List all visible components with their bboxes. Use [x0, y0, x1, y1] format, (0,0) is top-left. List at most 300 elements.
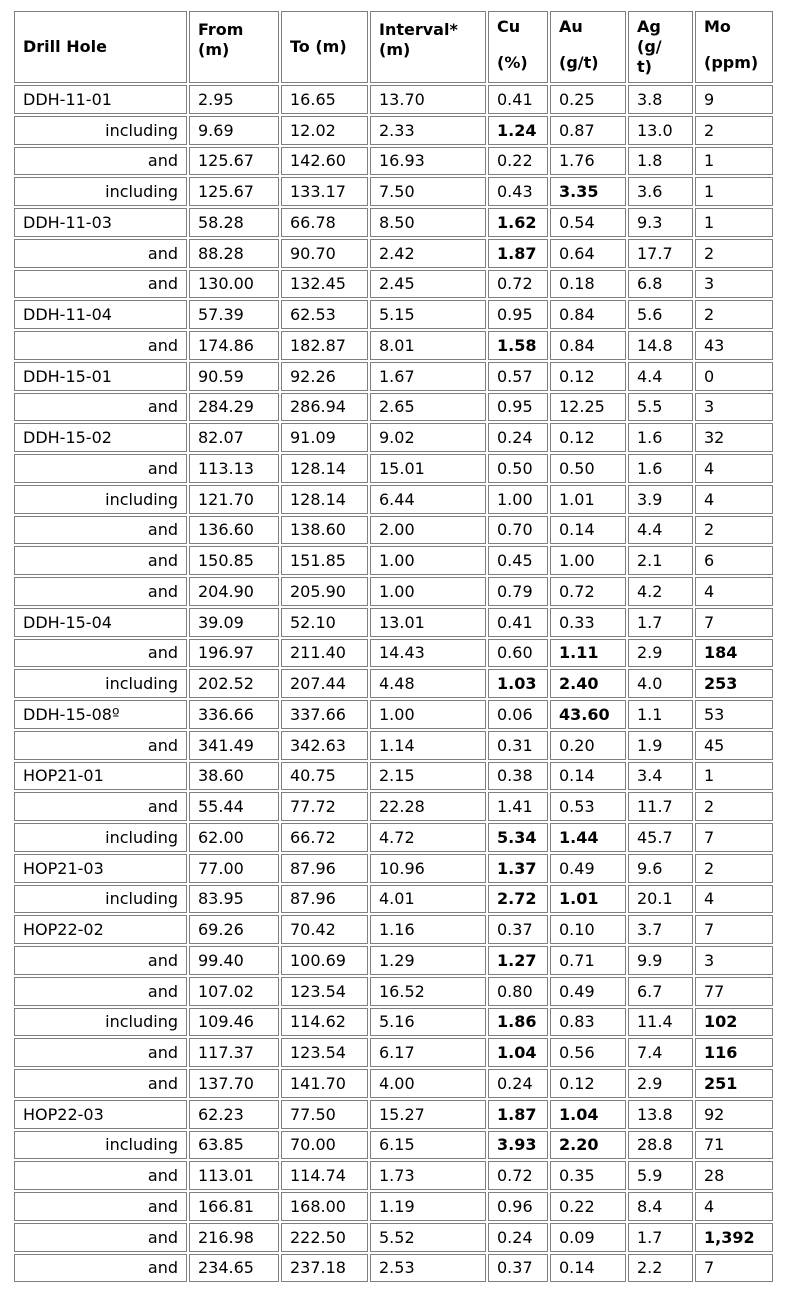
cell-au: 1.01 — [550, 885, 626, 914]
cell-to: 12.02 — [281, 116, 368, 145]
cell-cu: 0.72 — [488, 1161, 548, 1190]
header-au-unit: (g/t) — [559, 53, 599, 72]
cell-au: 0.20 — [550, 731, 626, 760]
cell-interval: 1.00 — [370, 546, 486, 575]
cell-hole: including — [14, 669, 187, 698]
cell-ag: 4.2 — [628, 577, 693, 606]
cell-from: 90.59 — [189, 362, 279, 391]
cell-hole: and — [14, 546, 187, 575]
cell-to: 91.09 — [281, 423, 368, 452]
cell-mo: 77 — [695, 977, 773, 1006]
cell-hole: including — [14, 485, 187, 514]
cell-cu: 0.57 — [488, 362, 548, 391]
cell-to: 133.17 — [281, 177, 368, 206]
cell-cu: 1.27 — [488, 946, 548, 975]
table-row — [14, 270, 773, 299]
cell-ag: 1.6 — [628, 454, 693, 483]
header-au — [550, 11, 626, 83]
cell-ag: 20.1 — [628, 885, 693, 914]
cell-from: 341.49 — [189, 731, 279, 760]
cell-from: 62.00 — [189, 823, 279, 852]
cell-to: 62.53 — [281, 300, 368, 329]
cell-mo: 102 — [695, 1008, 773, 1037]
cell-cu: 0.41 — [488, 85, 548, 114]
cell-hole: HOP21-03 — [14, 854, 187, 883]
table-row — [14, 300, 773, 329]
cell-to: 90.70 — [281, 239, 368, 268]
cell-hole: and — [14, 1223, 187, 1252]
cell-interval: 1.00 — [370, 700, 486, 729]
cell-interval: 6.15 — [370, 1131, 486, 1160]
cell-from: 69.26 — [189, 915, 279, 944]
cell-to: 16.65 — [281, 85, 368, 114]
cell-from: 107.02 — [189, 977, 279, 1006]
cell-mo: 71 — [695, 1131, 773, 1160]
cell-hole: and — [14, 1192, 187, 1221]
cell-mo: 45 — [695, 731, 773, 760]
cell-interval: 8.01 — [370, 331, 486, 360]
cell-au: 12.25 — [550, 393, 626, 422]
header-drill-hole: Drill Hole — [14, 11, 187, 83]
cell-au: 0.87 — [550, 116, 626, 145]
cell-interval: 14.43 — [370, 639, 486, 668]
cell-interval: 1.67 — [370, 362, 486, 391]
cell-ag: 5.5 — [628, 393, 693, 422]
cell-from: 130.00 — [189, 270, 279, 299]
header-ag-unit: (g/ t) — [637, 37, 662, 76]
table-row — [14, 823, 773, 852]
cell-cu: 1.00 — [488, 485, 548, 514]
cell-ag: 1.7 — [628, 608, 693, 637]
cell-cu: 1.37 — [488, 854, 548, 883]
cell-to: 132.45 — [281, 270, 368, 299]
header-cu — [488, 11, 548, 83]
cell-from: 113.13 — [189, 454, 279, 483]
cell-cu: 0.43 — [488, 177, 548, 206]
table-row — [14, 147, 773, 176]
cell-from: 63.85 — [189, 1131, 279, 1160]
cell-ag: 13.8 — [628, 1100, 693, 1129]
table-row — [14, 946, 773, 975]
cell-au: 0.33 — [550, 608, 626, 637]
cell-ag: 2.9 — [628, 1069, 693, 1098]
cell-au: 0.25 — [550, 85, 626, 114]
cell-au: 0.12 — [550, 423, 626, 452]
cell-from: 234.65 — [189, 1254, 279, 1283]
cell-hole: and — [14, 792, 187, 821]
cell-cu: 0.24 — [488, 1223, 548, 1252]
cell-ag: 14.8 — [628, 331, 693, 360]
cell-to: 114.62 — [281, 1008, 368, 1037]
cell-au: 0.12 — [550, 1069, 626, 1098]
cell-hole: DDH-11-04 — [14, 300, 187, 329]
cell-mo: 7 — [695, 823, 773, 852]
cell-cu: 0.24 — [488, 1069, 548, 1098]
cell-hole: HOP22-02 — [14, 915, 187, 944]
cell-au: 0.49 — [550, 854, 626, 883]
cell-interval: 1.00 — [370, 577, 486, 606]
cell-mo: 3 — [695, 393, 773, 422]
table-row — [14, 1131, 773, 1160]
cell-to: 70.42 — [281, 915, 368, 944]
drill-results-table — [12, 9, 775, 1284]
cell-cu: 0.31 — [488, 731, 548, 760]
cell-ag: 11.4 — [628, 1008, 693, 1037]
cell-from: 109.46 — [189, 1008, 279, 1037]
cell-to: 77.72 — [281, 792, 368, 821]
table-row — [14, 116, 773, 145]
cell-ag: 3.9 — [628, 485, 693, 514]
cell-hole: DDH-11-01 — [14, 85, 187, 114]
cell-to: 123.54 — [281, 977, 368, 1006]
table-row — [14, 1192, 773, 1221]
cell-to: 52.10 — [281, 608, 368, 637]
cell-interval: 4.00 — [370, 1069, 486, 1098]
cell-interval: 6.17 — [370, 1038, 486, 1067]
cell-cu: 1.62 — [488, 208, 548, 237]
header-row — [14, 11, 773, 83]
cell-cu: 0.37 — [488, 1254, 548, 1283]
cell-interval: 1.29 — [370, 946, 486, 975]
cell-from: 136.60 — [189, 516, 279, 545]
cell-interval: 16.93 — [370, 147, 486, 176]
cell-from: 121.70 — [189, 485, 279, 514]
cell-ag: 4.4 — [628, 362, 693, 391]
table-header — [14, 11, 773, 83]
cell-ag: 2.2 — [628, 1254, 693, 1283]
cell-cu: 0.38 — [488, 762, 548, 791]
cell-from: 62.23 — [189, 1100, 279, 1129]
cell-to: 142.60 — [281, 147, 368, 176]
cell-mo: 116 — [695, 1038, 773, 1067]
cell-interval: 10.96 — [370, 854, 486, 883]
cell-from: 57.39 — [189, 300, 279, 329]
header-cu-name: Cu — [497, 17, 521, 36]
table-row — [14, 639, 773, 668]
table-row — [14, 731, 773, 760]
cell-cu: 1.58 — [488, 331, 548, 360]
cell-au: 0.49 — [550, 977, 626, 1006]
header-interval: Interval* (m) — [370, 11, 486, 83]
cell-to: 128.14 — [281, 485, 368, 514]
cell-interval: 5.52 — [370, 1223, 486, 1252]
cell-cu: 0.72 — [488, 270, 548, 299]
cell-to: 141.70 — [281, 1069, 368, 1098]
cell-au: 0.64 — [550, 239, 626, 268]
cell-to: 100.69 — [281, 946, 368, 975]
cell-interval: 5.16 — [370, 1008, 486, 1037]
cell-cu: 1.04 — [488, 1038, 548, 1067]
cell-to: 151.85 — [281, 546, 368, 575]
cell-hole: DDH-15-01 — [14, 362, 187, 391]
cell-from: 174.86 — [189, 331, 279, 360]
cell-from: 9.69 — [189, 116, 279, 145]
cell-hole: including — [14, 116, 187, 145]
table-row — [14, 362, 773, 391]
cell-au: 1.11 — [550, 639, 626, 668]
cell-hole: and — [14, 1038, 187, 1067]
cell-cu: 0.70 — [488, 516, 548, 545]
cell-mo: 92 — [695, 1100, 773, 1129]
cell-ag: 2.9 — [628, 639, 693, 668]
cell-hole: including — [14, 1008, 187, 1037]
cell-from: 83.95 — [189, 885, 279, 914]
cell-au: 0.22 — [550, 1192, 626, 1221]
cell-ag: 11.7 — [628, 792, 693, 821]
cell-from: 55.44 — [189, 792, 279, 821]
header-ag — [628, 11, 693, 83]
cell-to: 123.54 — [281, 1038, 368, 1067]
cell-hole: and — [14, 239, 187, 268]
cell-au: 43.60 — [550, 700, 626, 729]
cell-interval: 2.15 — [370, 762, 486, 791]
cell-hole: and — [14, 270, 187, 299]
table-row — [14, 608, 773, 637]
cell-from: 117.37 — [189, 1038, 279, 1067]
cell-to: 205.90 — [281, 577, 368, 606]
cell-from: 137.70 — [189, 1069, 279, 1098]
cell-to: 211.40 — [281, 639, 368, 668]
cell-hole: and — [14, 147, 187, 176]
cell-mo: 2 — [695, 116, 773, 145]
cell-from: 125.67 — [189, 147, 279, 176]
cell-from: 202.52 — [189, 669, 279, 698]
cell-cu: 5.34 — [488, 823, 548, 852]
cell-mo: 3 — [695, 270, 773, 299]
table-row — [14, 1038, 773, 1067]
cell-hole: and — [14, 946, 187, 975]
cell-mo: 53 — [695, 700, 773, 729]
cell-interval: 4.48 — [370, 669, 486, 698]
cell-ag: 17.7 — [628, 239, 693, 268]
cell-ag: 9.3 — [628, 208, 693, 237]
cell-mo: 2 — [695, 792, 773, 821]
cell-au: 0.56 — [550, 1038, 626, 1067]
cell-ag: 5.6 — [628, 300, 693, 329]
cell-from: 336.66 — [189, 700, 279, 729]
cell-au: 1.76 — [550, 147, 626, 176]
cell-mo: 7 — [695, 1254, 773, 1283]
table-row — [14, 1100, 773, 1129]
cell-mo: 1 — [695, 208, 773, 237]
cell-to: 66.78 — [281, 208, 368, 237]
cell-ag: 3.8 — [628, 85, 693, 114]
cell-to: 337.66 — [281, 700, 368, 729]
cell-mo: 1 — [695, 147, 773, 176]
cell-to: 237.18 — [281, 1254, 368, 1283]
cell-ag: 1.1 — [628, 700, 693, 729]
cell-hole: HOP22-03 — [14, 1100, 187, 1129]
cell-mo: 253 — [695, 669, 773, 698]
cell-hole: DDH-11-03 — [14, 208, 187, 237]
cell-mo: 32 — [695, 423, 773, 452]
cell-au: 0.14 — [550, 762, 626, 791]
cell-hole: and — [14, 1069, 187, 1098]
cell-hole: and — [14, 1254, 187, 1283]
cell-mo: 43 — [695, 331, 773, 360]
cell-hole: and — [14, 1161, 187, 1190]
cell-mo: 1 — [695, 762, 773, 791]
cell-mo: 4 — [695, 485, 773, 514]
cell-au: 2.40 — [550, 669, 626, 698]
cell-hole: including — [14, 177, 187, 206]
cell-cu: 1.24 — [488, 116, 548, 145]
cell-interval: 2.53 — [370, 1254, 486, 1283]
table-row — [14, 1069, 773, 1098]
cell-mo: 0 — [695, 362, 773, 391]
cell-hole: and — [14, 577, 187, 606]
cell-mo: 184 — [695, 639, 773, 668]
table-row — [14, 1254, 773, 1283]
cell-au: 0.12 — [550, 362, 626, 391]
cell-au: 0.09 — [550, 1223, 626, 1252]
table-body — [14, 85, 773, 1282]
cell-mo: 28 — [695, 1161, 773, 1190]
cell-from: 99.40 — [189, 946, 279, 975]
cell-interval: 4.72 — [370, 823, 486, 852]
cell-cu: 0.95 — [488, 393, 548, 422]
cell-interval: 13.01 — [370, 608, 486, 637]
cell-hole: DDH-15-04 — [14, 608, 187, 637]
cell-au: 0.53 — [550, 792, 626, 821]
cell-cu: 2.72 — [488, 885, 548, 914]
cell-ag: 5.9 — [628, 1161, 693, 1190]
cell-interval: 1.73 — [370, 1161, 486, 1190]
cell-ag: 45.7 — [628, 823, 693, 852]
cell-ag: 1.8 — [628, 147, 693, 176]
cell-ag: 1.6 — [628, 423, 693, 452]
cell-cu: 1.87 — [488, 1100, 548, 1129]
table-row — [14, 485, 773, 514]
cell-ag: 2.1 — [628, 546, 693, 575]
cell-au: 1.01 — [550, 485, 626, 514]
cell-cu: 0.22 — [488, 147, 548, 176]
cell-interval: 5.15 — [370, 300, 486, 329]
header-ag-name: Ag — [637, 17, 661, 36]
cell-mo: 4 — [695, 885, 773, 914]
table-row — [14, 700, 773, 729]
cell-cu: 0.41 — [488, 608, 548, 637]
cell-mo: 9 — [695, 85, 773, 114]
cell-hole: and — [14, 731, 187, 760]
table-row — [14, 177, 773, 206]
cell-mo: 7 — [695, 608, 773, 637]
cell-ag: 6.8 — [628, 270, 693, 299]
cell-hole: including — [14, 823, 187, 852]
cell-from: 58.28 — [189, 208, 279, 237]
cell-cu: 0.50 — [488, 454, 548, 483]
cell-hole: including — [14, 885, 187, 914]
cell-ag: 4.0 — [628, 669, 693, 698]
cell-to: 168.00 — [281, 1192, 368, 1221]
cell-interval: 2.00 — [370, 516, 486, 545]
cell-mo: 7 — [695, 915, 773, 944]
cell-mo: 2 — [695, 239, 773, 268]
cell-interval: 8.50 — [370, 208, 486, 237]
cell-from: 125.67 — [189, 177, 279, 206]
table-row — [14, 577, 773, 606]
cell-ag: 4.4 — [628, 516, 693, 545]
table-row — [14, 977, 773, 1006]
cell-cu: 0.60 — [488, 639, 548, 668]
cell-ag: 3.4 — [628, 762, 693, 791]
cell-hole: and — [14, 639, 187, 668]
cell-au: 0.10 — [550, 915, 626, 944]
cell-cu: 0.06 — [488, 700, 548, 729]
cell-to: 40.75 — [281, 762, 368, 791]
cell-ag: 6.7 — [628, 977, 693, 1006]
cell-to: 128.14 — [281, 454, 368, 483]
table-row — [14, 1223, 773, 1252]
cell-from: 284.29 — [189, 393, 279, 422]
header-au-name: Au — [559, 17, 583, 36]
cell-to: 70.00 — [281, 1131, 368, 1160]
cell-to: 66.72 — [281, 823, 368, 852]
cell-mo: 2 — [695, 300, 773, 329]
cell-au: 1.00 — [550, 546, 626, 575]
cell-from: 2.95 — [189, 85, 279, 114]
cell-cu: 3.93 — [488, 1131, 548, 1160]
cell-ag: 28.8 — [628, 1131, 693, 1160]
table-row — [14, 454, 773, 483]
header-mo — [695, 11, 773, 83]
cell-from: 150.85 — [189, 546, 279, 575]
cell-mo: 1 — [695, 177, 773, 206]
cell-au: 0.71 — [550, 946, 626, 975]
cell-mo: 2 — [695, 854, 773, 883]
header-from: From (m) — [189, 11, 279, 83]
table-row — [14, 85, 773, 114]
cell-hole: HOP21-01 — [14, 762, 187, 791]
cell-interval: 6.44 — [370, 485, 486, 514]
cell-au: 0.54 — [550, 208, 626, 237]
cell-cu: 0.95 — [488, 300, 548, 329]
cell-from: 196.97 — [189, 639, 279, 668]
cell-to: 87.96 — [281, 854, 368, 883]
cell-hole: and — [14, 516, 187, 545]
cell-mo: 1,392 — [695, 1223, 773, 1252]
table-row — [14, 423, 773, 452]
cell-interval: 13.70 — [370, 85, 486, 114]
cell-interval: 2.42 — [370, 239, 486, 268]
table-row — [14, 208, 773, 237]
cell-interval: 2.33 — [370, 116, 486, 145]
table-row — [14, 516, 773, 545]
cell-mo: 3 — [695, 946, 773, 975]
table-row — [14, 1008, 773, 1037]
cell-to: 286.94 — [281, 393, 368, 422]
cell-ag: 1.9 — [628, 731, 693, 760]
cell-from: 82.07 — [189, 423, 279, 452]
cell-from: 39.09 — [189, 608, 279, 637]
header-to: To (m) — [281, 11, 368, 83]
cell-interval: 15.27 — [370, 1100, 486, 1129]
cell-from: 166.81 — [189, 1192, 279, 1221]
cell-au: 0.84 — [550, 331, 626, 360]
cell-to: 207.44 — [281, 669, 368, 698]
cell-from: 77.00 — [189, 854, 279, 883]
cell-to: 138.60 — [281, 516, 368, 545]
cell-cu: 1.41 — [488, 792, 548, 821]
cell-hole: including — [14, 1131, 187, 1160]
cell-cu: 0.79 — [488, 577, 548, 606]
table-row — [14, 792, 773, 821]
cell-interval: 16.52 — [370, 977, 486, 1006]
cell-from: 216.98 — [189, 1223, 279, 1252]
cell-interval: 9.02 — [370, 423, 486, 452]
cell-interval: 2.65 — [370, 393, 486, 422]
cell-ag: 3.6 — [628, 177, 693, 206]
